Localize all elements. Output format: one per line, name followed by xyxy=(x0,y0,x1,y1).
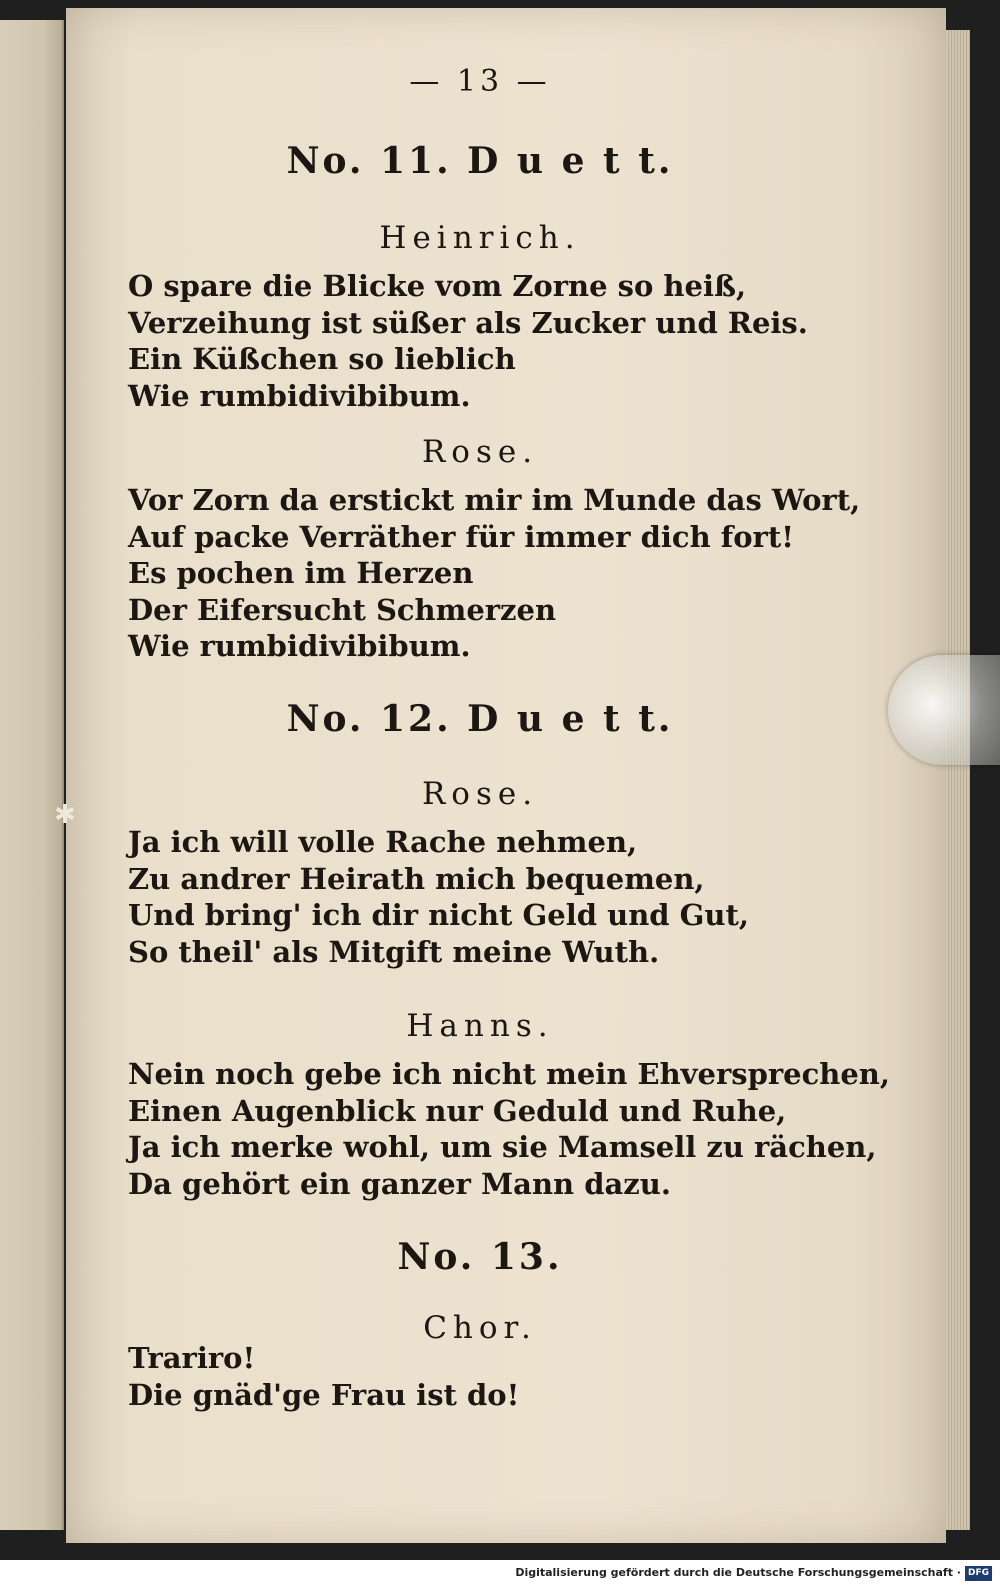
speaker-heinrich: Heinrich. xyxy=(379,220,581,256)
section-heading-no-11: No. 11. D u e t t. xyxy=(286,140,674,182)
verse-line: Da gehört ein ganzer Mann dazu. xyxy=(128,1166,671,1201)
verse-line: Es pochen im Herzen xyxy=(128,556,474,590)
speaker-rose: Rose. xyxy=(421,776,539,812)
digitization-footer xyxy=(0,1560,1000,1585)
verse-line: Und bring' ich dir nicht Geld und Gut, xyxy=(128,898,750,932)
verse-hanns xyxy=(128,1056,890,1202)
verse-line: O spare die Blicke vom Zorne so heiß, xyxy=(128,269,747,303)
verse-rose xyxy=(128,824,749,970)
verse-line: Wie rumbidivibibum. xyxy=(128,629,471,663)
verse-line: Zu andrer Heirath mich bequemen, xyxy=(128,861,705,896)
speaker-chor: Chor. xyxy=(423,1310,537,1346)
verse-line: Nein noch gebe ich nicht mein Ehversprechen, xyxy=(128,1057,890,1091)
verse-line: Der Eifersucht Schmerzen xyxy=(128,592,557,627)
speaker-hanns: Hanns. xyxy=(406,1008,554,1044)
verse-line: Ein Küßchen so lieblich xyxy=(128,342,516,376)
verse-line: Verzeihung ist süßer als Zucker und Reis. xyxy=(128,305,808,340)
verse-line: Einen Augenblick nur Geduld und Ruhe, xyxy=(128,1093,787,1128)
verse-line: Ja ich will volle Rache nehmen, xyxy=(128,825,638,859)
verse-chor xyxy=(128,1340,519,1413)
verse-line: Ja ich merke wohl, um sie Mamsell zu rächen, xyxy=(128,1130,877,1164)
verse-line: So theil' als Mitgift meine Wuth. xyxy=(128,934,660,969)
binding-thread-icon: ✱ xyxy=(54,800,76,830)
verse-line: Wie rumbidivibibum. xyxy=(128,378,471,413)
verse-line: Vor Zorn da erstickt mir im Munde das Wort, xyxy=(128,483,861,517)
verse-line: Trariro! xyxy=(128,1341,256,1375)
page-number: — 13 — xyxy=(409,64,551,99)
section-heading-no-13: No. 13. xyxy=(397,1236,563,1278)
dfg-logo-icon: DFG xyxy=(965,1566,992,1581)
verse-rose xyxy=(128,482,860,665)
verse-line: Auf packe Verräther für immer dich fort! xyxy=(128,519,794,554)
speaker-rose: Rose. xyxy=(421,434,539,470)
section-heading-no-12: No. 12. D u e t t. xyxy=(286,698,674,740)
verse-line: Die gnäd'ge Frau ist do! xyxy=(128,1377,520,1412)
footer-text: Digitalisierung gefördert durch die Deutsche Forschungsgemeinschaft · xyxy=(515,1566,961,1579)
verse-heinrich xyxy=(128,268,808,414)
